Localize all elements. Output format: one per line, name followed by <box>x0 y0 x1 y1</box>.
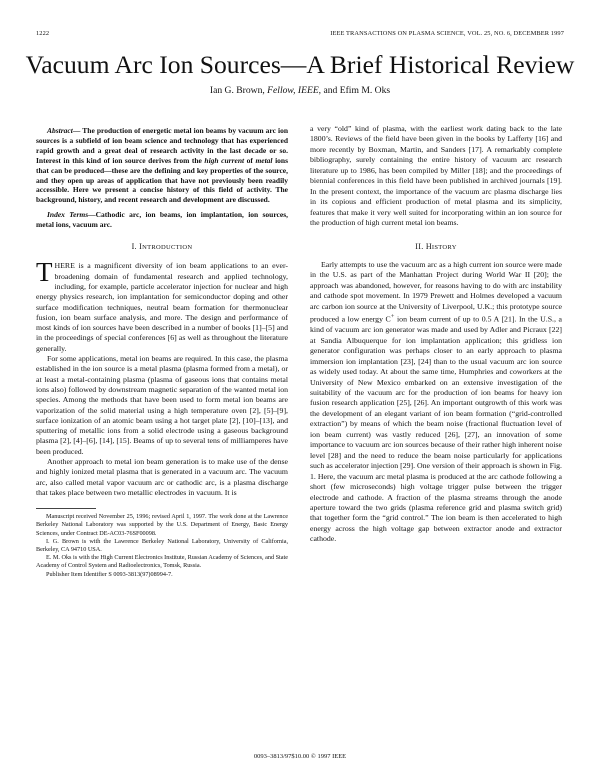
footnote-manuscript: Manuscript received November 25, 1996; revised April 1, 1997. The work done at the Lawrence Berkeley National Laboratory was supported by the U.S. Department of Energy, Basic Energy Sciences, under Contract DE-AC03-76SF00098. <box>36 513 288 537</box>
abstract-lead: Abstract— <box>47 126 81 135</box>
footnote-brown: I. G. Brown is with the Lawrence Berkeley National Laboratory, University of California, Berkeley, CA 94710 USA. <box>36 537 288 553</box>
ion-charge-superscript: + <box>390 313 395 321</box>
abstract-emph-high-current: high current <box>204 155 245 165</box>
history-paragraph-1b: ion beam current of up to 0.5 A [21]. In the U.S., a kind of vacuum arc ion generator was made and used by Adler and Picraux [22] at Sandia Albuquerque for ion implantation application; this gridless ion generator configuration was perhaps closer to an early approach to plasma immersion ion implantation [23], [24] than to the usual vacuum arc ion source as widely used today. At about the same time, Humphries and coworkers at the University of New Mexico embarked on an extensive investigation of the suitability of the vacuum arc for the production of ion beams for heavy ion fusion research application [25], [26]. An important outgrowth of this work was the development of an elegant variant of ion beam formation (“grid-controlled extraction”) by means of which the beam noise (fractional fluctuation level of ion beam current) was vastly reduced [26], [27], an innovation of some importance to vacuum arc ion sources because of their rather high inherent noise level [28] and the need to reduce the beam noise particularly for applications such as accelerator injection [29]. One version of their approach is shown in Fig. 1. Here, the vacuum arc metal plasma is produced at the arc cathode following a short (few microseconds) high voltage trigger pulse between the trigger electrode and cathode. A fraction of the plasma streams through the anode aperture toward the two grids (plasma reference grid and plasma switch grid) that together form the “grid control.” The ion beam is then accelerated to high energy across the high voltage gap between extractor anode and extractor cathode. <box>310 314 562 544</box>
paper-title: Vacuum Arc Ion Sources—A Brief Historical Review <box>25 50 575 79</box>
copyright-line: 0093–3813/97$10.00 © 1997 IEEE <box>253 753 347 760</box>
section-initial: H <box>425 241 432 251</box>
drop-cap: T <box>36 257 53 288</box>
history-paragraph-1a: Early attempts to use the vacuum arc as a high current ion source were made in the U.S. as part of the Manhattan Project during World War II [20]; the approach was abandoned, however, for reasons having to do with arc instability and cathode spot movement. In 1979 Prewett and Holmes developed a vacuum arc carbon ion source at the University of Liverpool, U.K.; this prototype source produced a low energy C <box>310 259 562 324</box>
index-terms <box>36 210 288 230</box>
running-head: IEEE TRANSACTIONS ON PLASMA SCIENCE, VOL. 25, NO. 6, DECEMBER 1997 <box>330 30 564 37</box>
index-terms-text: —Cathodic arc, ion beams, ion implantation, ion sources, metal ions, vacuum arc. <box>36 210 288 230</box>
section-heading-history <box>310 242 562 253</box>
author-brown: Ian G. Brown, <box>209 85 265 96</box>
author-oks: Efim M. Oks <box>339 85 391 96</box>
page-number: 1222 <box>36 30 50 37</box>
abstract <box>36 126 288 205</box>
author-line <box>0 85 600 96</box>
index-terms-lead: Index Terms <box>47 210 89 220</box>
author-brown-title: Fellow, IEEE, <box>267 85 322 96</box>
left-column <box>36 126 288 579</box>
section-heading-introduction <box>36 242 288 253</box>
abstract-text-1: The production of energetic metal ion beams by vacuum arc ion sources is a subfield of ion beam science and technology that has experienced rapid growth and a great deal of research activity in the last decade or so. Interest in this kind of ion source derives from the <box>36 126 288 165</box>
footnote-publisher-id: Publisher Item Identifier S 0093-3813(97)08994-7. <box>46 570 173 578</box>
abstract-text-3: ions that can be produced—these are the defining and key properties of the source, and they open up areas of application that have not previously been readily accessible. Here we present a concise history of this field of activity. The background, history, and recent research and development are discussed. <box>36 155 289 205</box>
footnote-rule <box>36 508 96 509</box>
abstract-emph-metal: metal <box>255 155 273 165</box>
intro-continuation: a very “old” kind of plasma, with the earliest work dating back to the late 1800’s. Reviews of the field have been given in the books by Lafferty [16] and more recently by Boxman, Martin, and Sanders [17]. A remarkably complete bibliography, surely containing the entire history of vacuum arc research literature up to 1986, has been compiled by Miller [18]; and the proceedings of biennial conferences in this field have been published in archived journals [19]. In the present context, the importance of the vacuum arc plasma discharge lies in its copious and efficient production of metal plasma and its simplicity, features that make it very well suited for incorporating within an ion source for the production of high current metal ion beams. <box>310 124 562 228</box>
section-initial: I <box>139 242 143 252</box>
abstract-text-2: of <box>244 155 256 165</box>
history-paragraph-1 <box>310 260 562 545</box>
intro-paragraph-2: For some applications, metal ion beams are required. In this case, the plasma established in the ion source is a metal plasma (plasma formed from a metal), or at least a metal-containing plasma (plasma of gaseous ions that contains metal ions also) followed by downstream magnetic separation of the wanted metal ion species. Among the methods that have been used to form metal ion beams are vaporization of the solid material using a high temperature oven [2], [5]–[9], surface ionization of an atomic beam using a hot target plate [2], [10]–[13], and sputtering of metallic ions from a solid electrode using a gaseous background plasma [2], [4]–[6], [14], [15]. Beams of up to several tens of milliamperes have been produced. <box>36 354 288 456</box>
author-conjunction: and <box>323 85 338 96</box>
intro-paragraph-3: Another approach to metal ion beam generation is to make use of the dense and highly ionized metal plasma that is generated in a vacuum arc. The vacuum arc, also called metal vapor vacuum arc or cathodic arc, is a plasma discharge that takes place between two metallic electrodes in vacuum. It is <box>36 457 288 497</box>
section-rest: NTRODUCTION <box>142 244 193 252</box>
section-numeral: II. <box>415 241 426 251</box>
footnote-oks: E. M. Oks is with the High Current Electronics Institute, Russian Academy of Sciences, and State Academy of Control System and Radioelectronics, Tomsk, Russia. <box>36 554 288 570</box>
right-column <box>310 124 562 545</box>
intro-paragraph-1-text: HERE is a magnificent diversity of ion beam applications to an ever-broadening domain of fundamental research and applied technology, including, for example, particle accelerator injection for nuclear and high energy physics research, ion implantation for semiconductor doping and other surface modification techniques, neutral beam formation for thermonuclear fusion, ion beam surface analysis, and more. The design and performance of most kinds of ion sources have been described in a number of books [1]–[5] and in the proceedings of special conferences [6] as well as throughout the literature generally. <box>36 261 288 353</box>
section-rest: ISTORY <box>431 243 457 251</box>
section-numeral: I. <box>131 242 140 252</box>
intro-paragraph-1 <box>36 257 288 354</box>
